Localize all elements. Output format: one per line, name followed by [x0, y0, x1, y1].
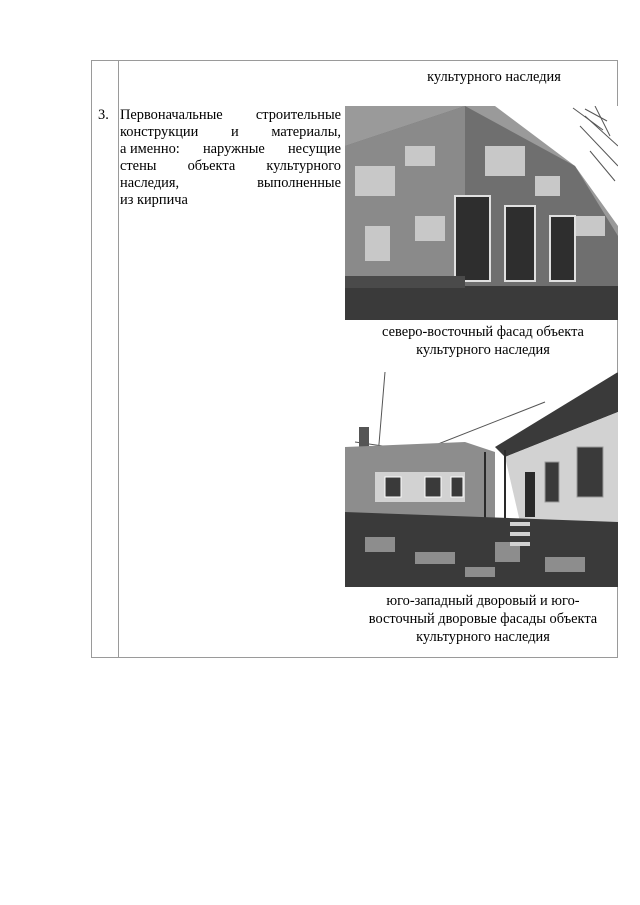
description-line — [120, 158, 341, 175]
description-line — [120, 175, 341, 192]
description-word: Первоначальные — [120, 107, 223, 123]
description-line — [120, 124, 341, 141]
row-number: 3. — [98, 107, 109, 123]
description-word: объекта — [187, 158, 236, 174]
courtyard-facades-photo — [345, 372, 618, 587]
caption-line: культурного наследия — [416, 342, 550, 358]
description-word: стены — [120, 158, 157, 174]
description-word: наследия, — [120, 175, 180, 191]
continued-caption: культурного наследия — [427, 69, 561, 85]
caption-line: восточный дворовые фасады объекта — [368, 611, 598, 627]
description-word: а именно: — [120, 141, 180, 157]
objects-table — [91, 60, 618, 658]
row-description — [120, 107, 341, 209]
building-northeast-facade-photo — [345, 106, 618, 320]
description-line — [120, 192, 341, 209]
description-word: и — [231, 124, 239, 140]
photo-caption — [348, 323, 618, 359]
caption-line: юго-западный дворовый и юго- — [386, 593, 580, 609]
description-word: материалы, — [271, 124, 341, 140]
description-word: наружные — [202, 141, 265, 157]
description-word: из кирпича — [120, 192, 188, 208]
caption-line: культурного наследия — [416, 629, 550, 645]
description-word: конструкции — [120, 124, 199, 140]
description-word: выполненные — [257, 175, 341, 191]
description-word: культурного — [266, 158, 341, 174]
caption-line: северо-восточный фасад объекта — [382, 324, 584, 340]
description-line — [120, 141, 341, 158]
photo-caption — [348, 592, 618, 646]
column-divider — [118, 61, 119, 657]
description-word: строительные — [255, 107, 341, 123]
description-line — [120, 107, 341, 124]
description-word: несущие — [287, 141, 341, 157]
